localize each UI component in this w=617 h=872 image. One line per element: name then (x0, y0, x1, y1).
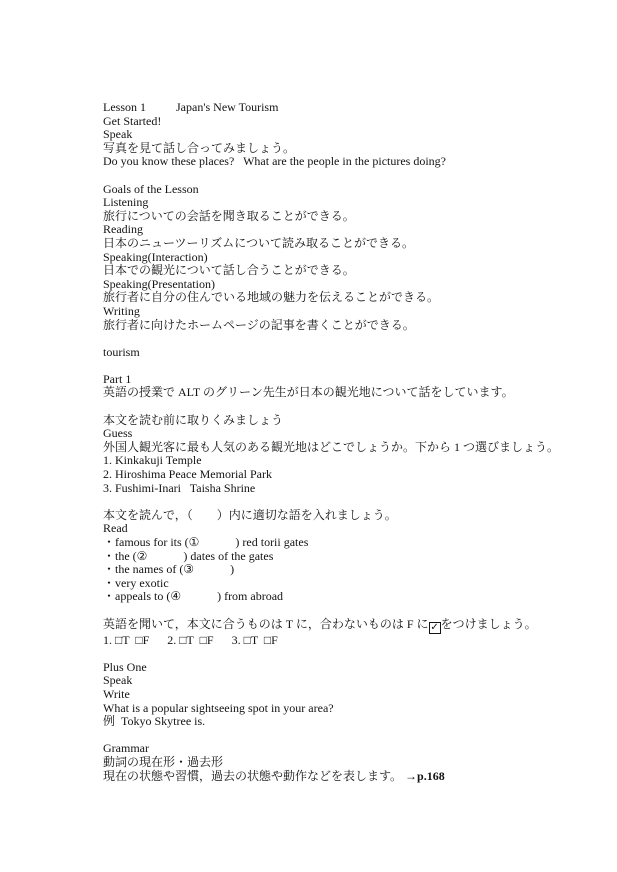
goal-skill-speaking-presentation: Speaking(Presentation) (103, 276, 215, 291)
section-goals (103, 183, 587, 333)
grammar-topic: 動詞の現在形・過去形 (103, 754, 224, 769)
grammar-heading: Grammar (103, 741, 149, 756)
section-read (103, 509, 587, 604)
section-lesson-header (103, 101, 587, 169)
section-part1 (103, 373, 587, 400)
goal-skill-reading: Reading (103, 222, 143, 237)
section-listening-check (103, 618, 587, 648)
goal-skill-listening: Listening (103, 195, 149, 210)
guess-option-2: 2. Hiroshima Peace Memorial Park (103, 467, 272, 482)
plus-one-heading: Plus One (103, 659, 147, 674)
photo-discussion-instruction: 写真を見て話し合ってみましょう。 (103, 140, 296, 155)
section-grammar (103, 742, 587, 783)
goal-desc-speaking-interaction: 日本での観光について話し合うことができる。 (103, 263, 355, 278)
grammar-note-line (103, 770, 587, 784)
speak-label: Speak (103, 127, 133, 142)
grammar-note: 現在の状態や習慣，過去の状態や動作などを表します。 (103, 768, 403, 783)
listening-instruction-after: をつけましょう。 (440, 616, 537, 631)
plus-one-speak-label: Speak (103, 673, 133, 688)
read-instruction: 本文を読んで，（ ）内に適切な語を入れましょう。 (103, 507, 397, 522)
read-bullet-4: ・very exotic (103, 575, 169, 590)
goal-skill-speaking-interaction: Speaking(Interaction) (103, 249, 208, 264)
plus-one-write-label: Write (103, 686, 130, 701)
goal-desc-listening: 旅行についての会話を聞き取ることができる。 (103, 208, 355, 223)
section-keyword (103, 346, 587, 360)
plus-one-question: What is a popular sightseeing spot in your area? (103, 700, 334, 715)
read-bullet-5: ・appeals to (④ ) from abroad (103, 589, 284, 604)
guess-option-3: 3. Fushimi-Inari Taisha Shrine (103, 480, 256, 495)
tf-answer-row: 1. □T □F 2. □T □F 3. □T □F (103, 632, 278, 647)
keyword-tourism: tourism (103, 344, 140, 359)
warmup-questions: Do you know these places? What are the people in the pictures doing? (103, 154, 447, 169)
guess-option-1: 1. Kinkakuji Temple (103, 453, 202, 468)
lesson-header-line (103, 101, 587, 115)
section-plus-one (103, 661, 587, 729)
part1-heading: Part 1 (103, 371, 132, 386)
plus-one-example: 例 Tokyo Skytree is. (103, 714, 206, 729)
lesson-number: Lesson 1 (103, 100, 146, 114)
goal-skill-writing: Writing (103, 303, 140, 318)
goals-heading: Goals of the Lesson (103, 181, 199, 196)
goal-desc-speaking-presentation: 旅行者に自分の住んでいる地域の魅力を伝えることができる。 (103, 290, 440, 305)
read-bullet-3: ・the names of (③ ) (103, 562, 235, 577)
lesson-title: Japan's New Tourism (176, 100, 279, 114)
guess-question: 外国人観光客に最も人気のある観光地はどこでしょうか。下から 1 つ選びましょう。 (103, 439, 560, 454)
guess-heading: Guess (103, 426, 133, 441)
checkmark-box-icon: ✓ (430, 621, 439, 633)
page-reference: →p.168 (405, 768, 445, 783)
get-started-heading: Get Started! (103, 113, 162, 128)
read-heading: Read (103, 521, 128, 536)
listening-check-instruction (103, 618, 587, 634)
goal-desc-writing: 旅行者に向けたホームページの記事を書くことができる。 (103, 317, 415, 332)
pre-reading-instruction: 本文を読む前に取りくみましょう (103, 412, 284, 427)
read-bullet-2: ・the (② ) dates of the gates (103, 548, 274, 563)
goal-desc-reading: 日本のニューツーリズムについて読み取ることができる。 (103, 235, 415, 250)
listening-instruction-before: 英語を聞いて，本文に合うものは T に，合わないものは F に (103, 616, 429, 631)
read-bullet-1: ・famous for its (① ) red torii gates (103, 535, 309, 549)
part1-setting: 英語の授業で ALT のグリーン先生が日本の観光地について話をしています。 (103, 385, 514, 400)
section-guess (103, 414, 587, 496)
